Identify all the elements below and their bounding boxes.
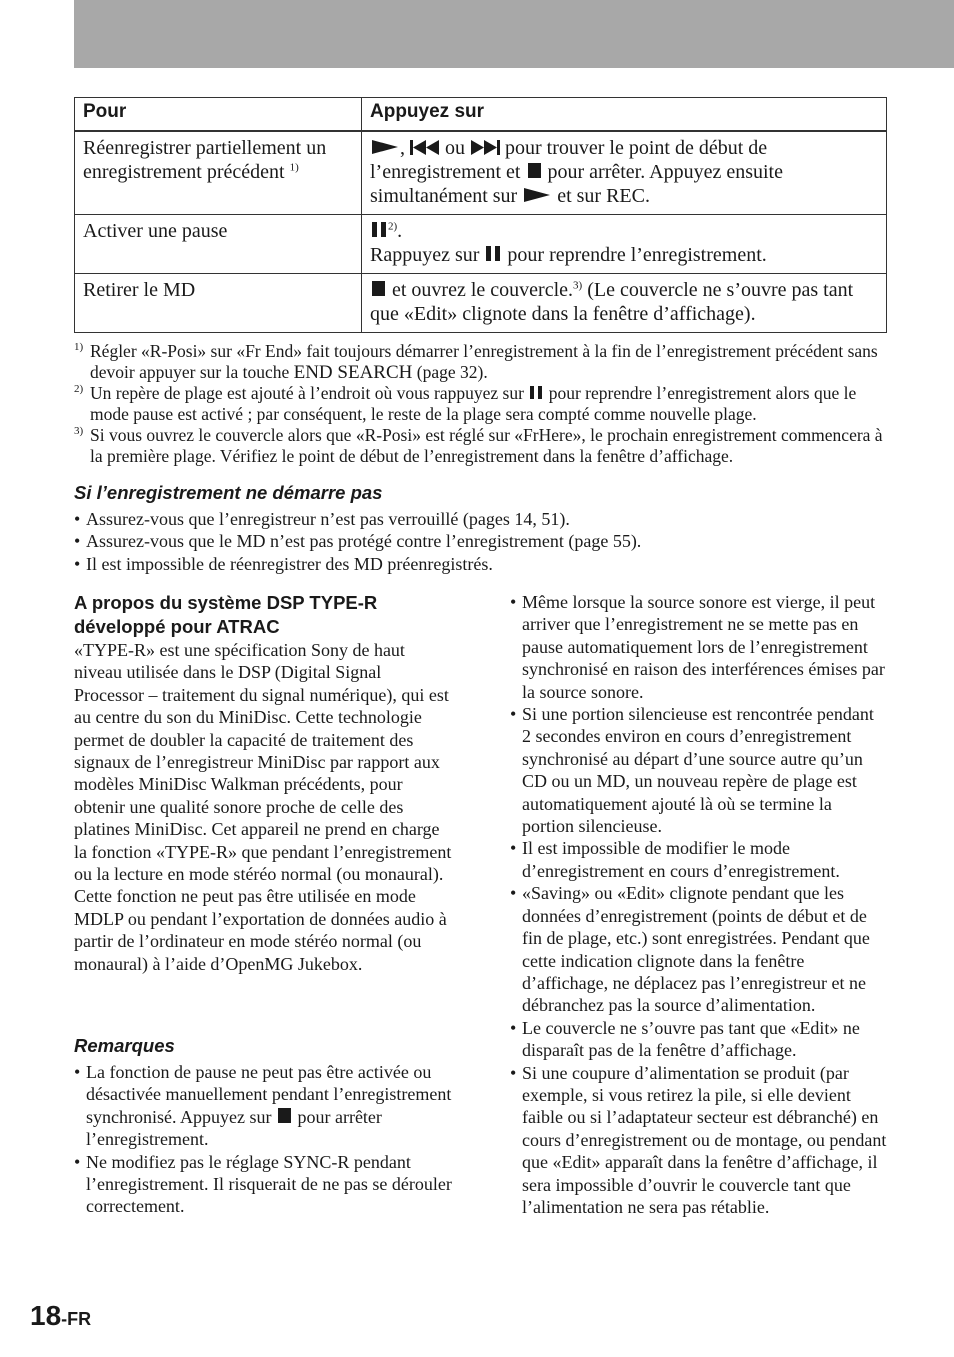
list-item: • Assurez-vous que l’enregistreur n’est pas verrouillé (pages 14, 51). [74,508,894,530]
stop-icon [528,163,541,178]
page-number-digits: 18 [30,1300,62,1331]
footnote-number: 1) [74,341,84,353]
footnote-ref: 2) [388,220,398,233]
no-start-list [74,508,894,575]
list-item: • Le couvercle ne s’ouvre pas tant que «Edit» ne disparaît pas de la fenêtre d’affichage. [510,1017,887,1062]
footnote-text: pour reprendre l’enregistrement alors que le mode pause est activé ; par conséquent, le reste de la plage sera compté comme nouvelle plage. [90,383,857,424]
sep: , [400,137,405,159]
table-row [75,131,887,215]
list-item: • Il est impossible de modifier le mode d’enregistrement en cours d’enregistrement. [510,837,887,882]
footnote-text: Un repère de plage est ajouté à l’endroit où vous rappuyez sur [90,383,524,403]
list-item: • Il est impossible de réenregistrer des MD préenregistrés. [74,553,894,575]
stop-icon [372,281,385,296]
row-label: Activer une pause [75,215,362,274]
instruction-text: pour reprendre l’enregistrement. [507,244,767,266]
next-track-icon [470,140,500,155]
list-item: • Assurez-vous que le MD n’est pas protégé contre l’enregistrement (page 55). [74,530,894,552]
table-row [75,215,887,274]
footnote-ref: 3) [573,279,583,292]
instruction-text: pour trouver le point de début de l’enregistrement et [370,137,768,183]
instruction-text: et ouvrez le couvercle. [392,279,574,301]
function-table [74,97,887,333]
footnote-text: (page 32). [416,362,488,382]
section-heading-remarques: Remarques [74,1035,175,1056]
footnote [74,425,894,467]
dot: . [397,220,403,242]
page-number-suffix: -FR [61,1309,92,1329]
page-number [30,1300,91,1332]
list-item-text: La fonction de pause ne peut pas être activée ou désactivée manuellement pendant l’enregistrement synchronisé. Appuyez sur [86,1062,452,1127]
pause-icon [486,246,500,261]
section-heading-no-start: Si l’enregistrement ne démarre pas [74,482,383,503]
key-name: END SEARCH [293,362,413,383]
instruction-text: (Le couvercle ne s’ouvre pas tant que «Edit» clignote dans la fenêtre d’affichage). [370,279,854,325]
row-instruction [362,131,887,215]
header-bar [74,0,954,68]
list-item: • Si une coupure d’alimentation se produit (par exemple, si vous retirez la pile, si elle devient faible ou si l’adaptateur secteur est débranché) en cours d’enregistrement ou de montage, ou pendant que «Edit» apparaît dans la fenêtre d’affichage, il sera impossible d’ouvrir le couvercle tant que l’alimentation ne sera pas rétablie. [510,1062,887,1219]
footnote-number: 3) [74,425,84,437]
remarques-list [74,1061,452,1218]
footnote-ref: 1) [289,161,299,174]
footnote-number: 2) [74,383,84,395]
header-pour: Pour [75,98,362,132]
row-label [75,131,362,215]
list-item: • Si une portion silencieuse est rencontrée pendant 2 secondes environ en cours d’enregistrement synchronisé au départ d’une source autre qu’un CD ou un MD, un nouveau repère de plage est automatiquement ajouté là où se termine la portion silencieuse. [510,703,887,837]
list-item-text: pour arrêter l’enregistrement. [86,1106,382,1150]
footnote [74,341,894,383]
pause-icon [530,386,542,399]
row-instruction [362,274,887,333]
footnote-text: Régler «R-Posi» sur «Fr End» fait toujours démarrer l’enregistrement à la fin de l’enregistrement précédent sans devoir appuyer sur la touche [90,341,878,382]
instruction-text: et sur REC. [557,185,650,207]
list-item [74,1061,452,1151]
right-column-list [510,591,887,1218]
play-icon [372,140,398,154]
table-header-row [75,98,887,132]
instruction-text: Rappuyez sur [370,244,480,266]
instruction-text: pour arrêter. Appuyez ensuite simultanément sur [370,161,783,207]
row-label-text: Réenregistrer partiellement un enregistrement précédent [83,137,327,183]
play-icon [524,188,550,202]
header-appuyez: Appuyez sur [362,98,887,132]
table-row [75,274,887,333]
footnote [74,383,894,425]
stop-icon [278,1108,291,1123]
dsp-body: «TYPE-R» est une spécification Sony de haut niveau utilisée dans le DSP (Digital Signal Processor – traitement du signal numérique), qui est au centre du son du MiniDisc. Cette technologie permet de doubler la capacité de traitement des signaux de l’enregistreur MiniDisc par rapport aux modèles MiniDisc Walkman précédents, pour obtenir une qualité sonore proche de celle des platines MiniDisc. Cet appareil ne prend en charge la fonction «TYPE-R» que pendant l’enregistrement ou la lecture en mode stéréo normal (ou monaural). Cette fonction ne peut pas être utilisée en mode MDLP ou pendant l’exportation de données audio à partir de l’ordinateur en mode stéréo normal (ou monaural) à l’aide d’OpenMG Jukebox. [74,640,452,974]
list-item: • Même lorsque la source sonore est vierge, il peut arriver que l’enregistrement ne se mette pas en pause automatiquement lors de l’enregistrement synchronisé en raison des interférences émises par la source sonore. [510,591,887,703]
footnote-text: Si vous ouvrez le couvercle alors que «R-Posi» est réglé sur «FrHere», le prochain enregistrement commencera à la première plage. Vérifiez le point de début de l’enregistrement dans la fenêtre d’affichage. [90,425,883,466]
row-label: Retirer le MD [75,274,362,333]
section-heading-dsp: A propos du système DSP TYPE-R développé pour ATRAC [74,592,378,637]
row-instruction [362,215,887,274]
ou-text: ou [445,137,465,159]
list-item: • «Saving» ou «Edit» clignote pendant que les données d’enregistrement (points de début et de fin de plage, etc.) sont enregistrées. Pendant que cette indication clignote dans la fenêtre d’affichage, ne déplacez pas l’enregistreur et ne débranchez pas la source d’alimentation. [510,882,887,1016]
previous-track-icon [410,140,440,155]
pause-icon [372,222,386,237]
list-item: • Ne modifiez pas le réglage SYNC-R pendant l’enregistrement. Il risquerait de ne pas se dérouler correctement. [74,1151,452,1218]
